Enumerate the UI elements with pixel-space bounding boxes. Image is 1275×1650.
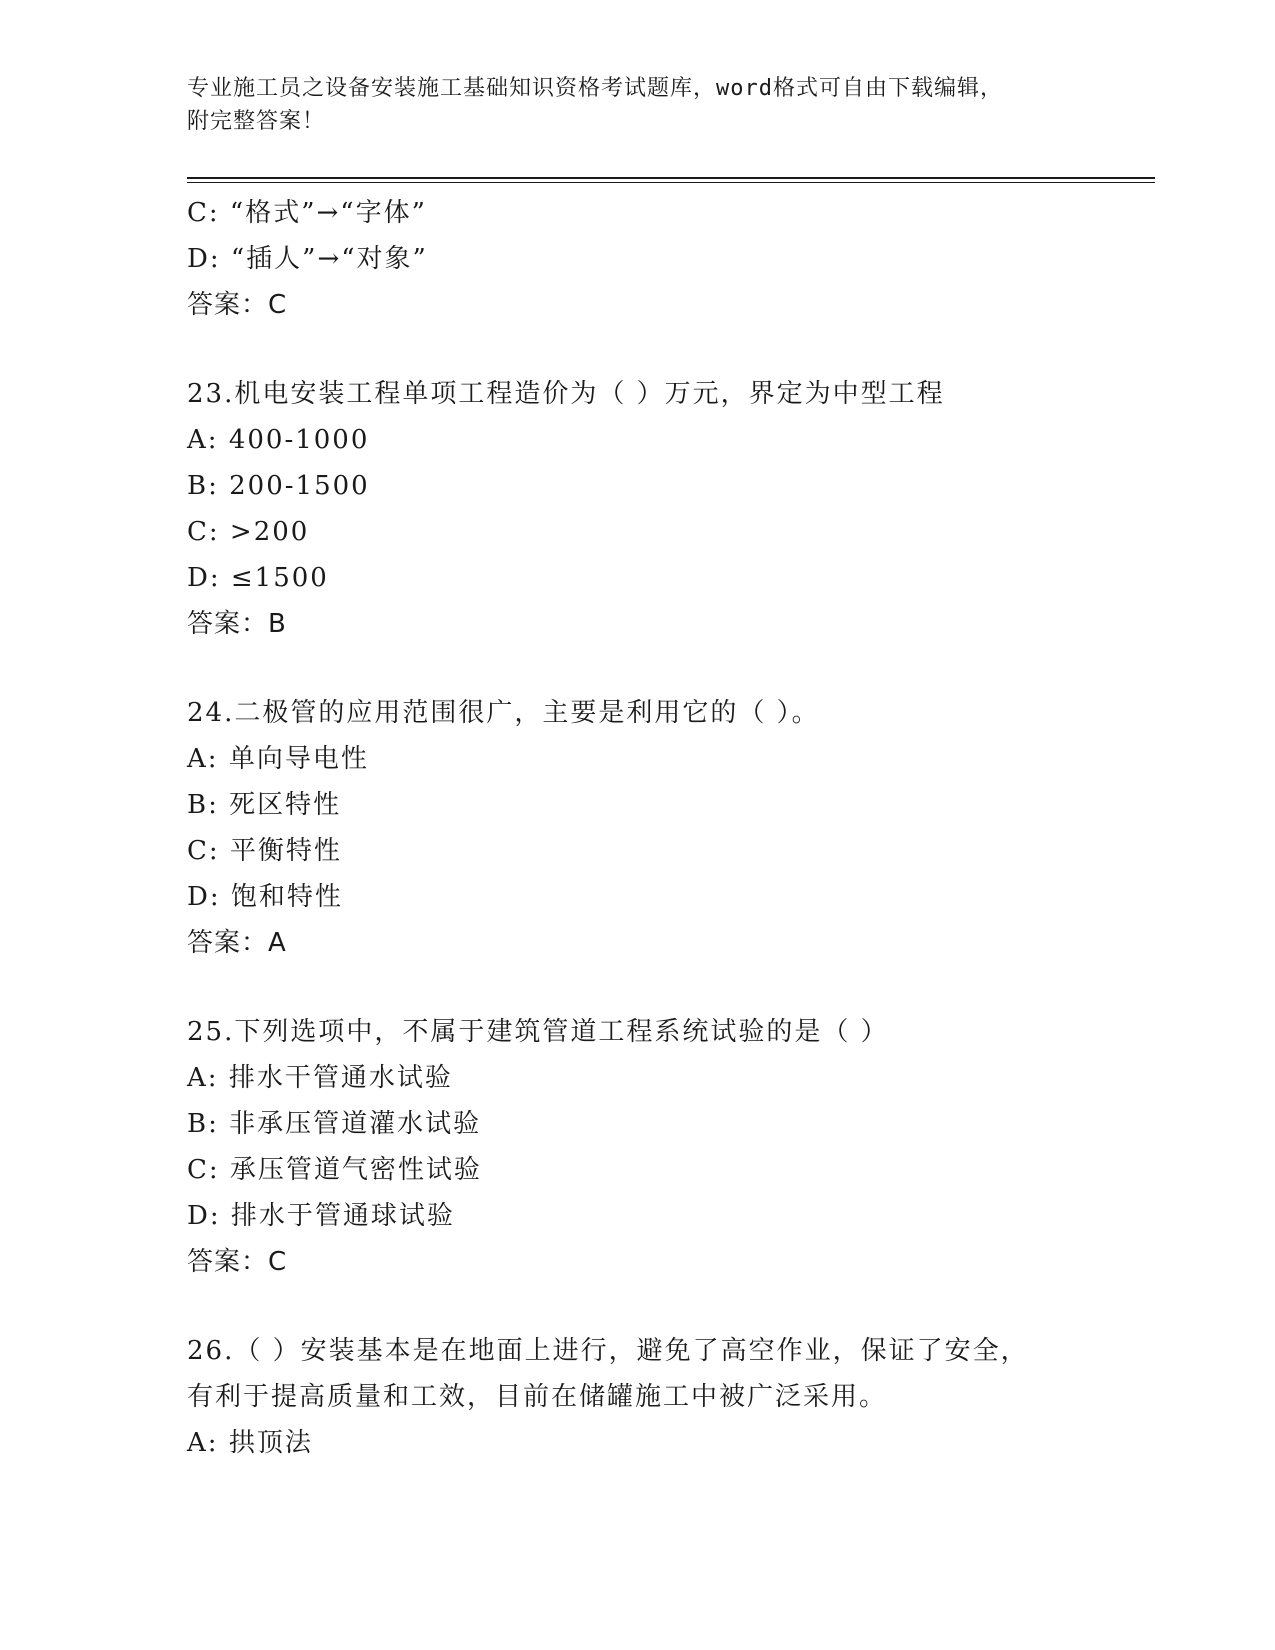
question-24 xyxy=(187,690,1087,966)
header-rule-thick xyxy=(187,177,1155,179)
question-26 xyxy=(187,1328,1087,1466)
answer-line: 答案：B xyxy=(187,609,287,639)
option-d: D: 饱和特性 xyxy=(187,882,343,912)
header-line-1: 专业施工员之设备安装施工基础知识资格考试题库，word格式可自由下载编辑， xyxy=(187,76,1003,101)
question-stem: 26.（ ）安装基本是在地面上进行，避免了高空作业，保证了安全，有利于提高质量和工效，目前在储罐施工中被广泛采用。 xyxy=(187,1336,1029,1412)
option-c: C: “格式”→“字体” xyxy=(187,198,427,228)
answer-line: 答案：C xyxy=(187,290,288,320)
option-a: A: 拱顶法 xyxy=(187,1428,313,1458)
option-d: D: “插人”→“对象” xyxy=(187,244,428,274)
option-d: D: ≤1500 xyxy=(187,563,329,593)
option-a: A: 400-1000 xyxy=(187,425,370,455)
option-a: A: 单向导电性 xyxy=(187,744,369,774)
option-c: C: 承压管道气密性试验 xyxy=(187,1155,482,1185)
option-b: B: 死区特性 xyxy=(187,790,342,820)
question-22-tail xyxy=(187,190,1087,328)
answer-line: 答案：A xyxy=(187,928,287,958)
question-25 xyxy=(187,1009,1087,1285)
question-stem: 23.机电安装工程单项工程造价为（ ）万元，界定为中型工程 xyxy=(187,379,945,409)
answer-line: 答案：C xyxy=(187,1247,288,1277)
option-b: B: 200-1500 xyxy=(187,471,370,501)
question-list xyxy=(187,190,1087,1466)
question-stem: 24.二极管的应用范围很广，主要是利用它的（ ）。 xyxy=(187,698,820,728)
option-a: A: 排水干管通水试验 xyxy=(187,1063,453,1093)
option-c: C: >200 xyxy=(187,517,310,547)
option-d: D: 排水于管通球试验 xyxy=(187,1201,455,1231)
option-b: B: 非承压管道灌水试验 xyxy=(187,1109,482,1139)
header-rule-thin xyxy=(187,182,1155,183)
header-line-2: 附完整答案！ xyxy=(187,109,326,134)
document-header xyxy=(187,72,1087,138)
question-stem: 25.下列选项中，不属于建筑管道工程系统试验的是（ ） xyxy=(187,1017,889,1047)
option-c: C: 平衡特性 xyxy=(187,836,342,866)
question-23 xyxy=(187,371,1087,647)
